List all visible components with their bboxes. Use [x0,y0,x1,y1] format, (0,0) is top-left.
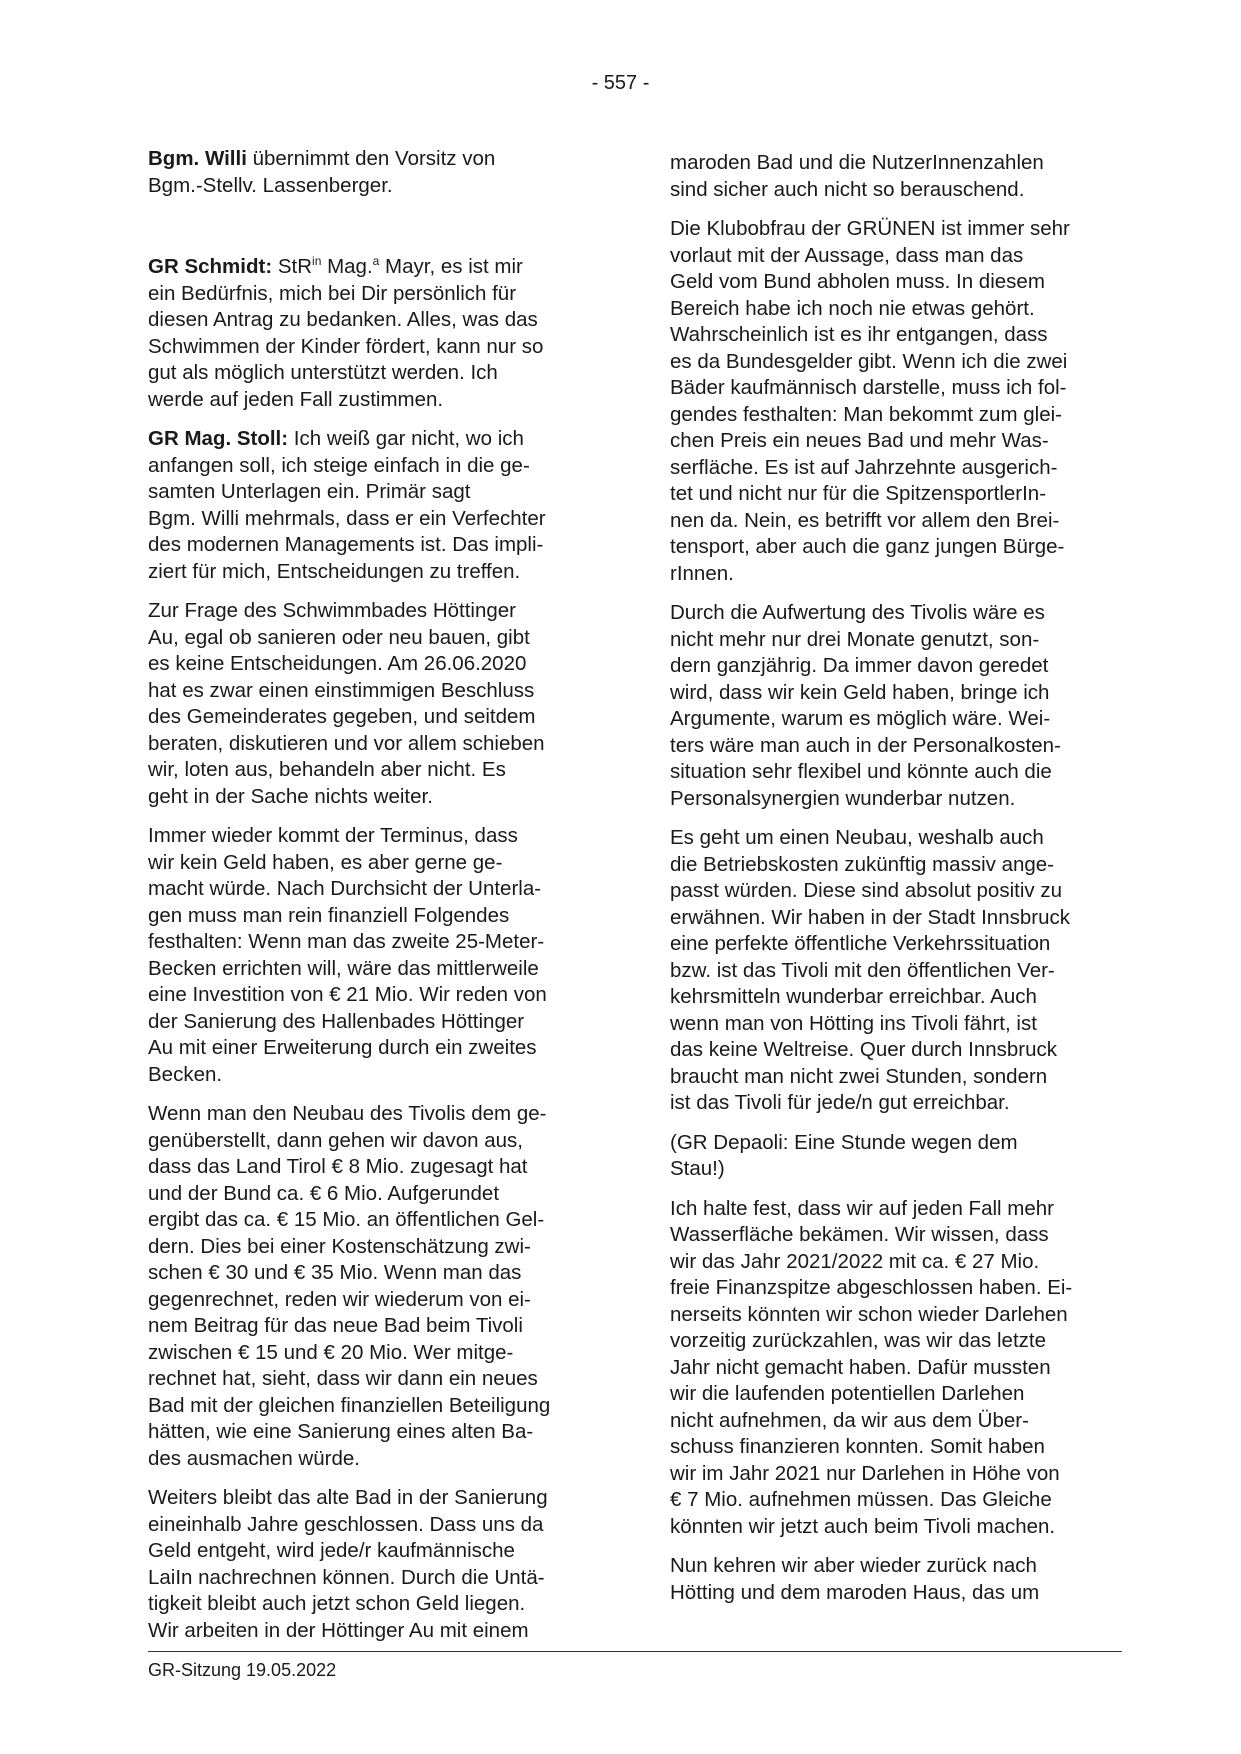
paragraph: Immer wieder kommt der Terminus, dass wir kein Geld haben, es aber gerne ge- macht würde. Nach Durchsicht der Unterla- gen muss man rein finanziell Folgendes festhalten: Wenn man das zweite 25-Meter- Becken errichten will, wäre das mittlerweile eine Investition von € 21 Mio. Wir reden von der Sanierung des Hallenbades Höttinger Au mit einer Erweiterung durch ein zweites Becken. [148,824,547,1086]
paragraph: Nun kehren wir aber wieder zurück nach Hötting und dem maroden Haus, das um [670,1554,1040,1604]
paragraph: Zur Frage des Schwimmbades Höttinger Au, egal ob sanieren oder neu bauen, gibt es keine Entscheidungen. Am 26.06.2020 hat es zwar einen einstimmigen Beschluss des Gemeinderates gegeben, und seitdem beraten, diskutieren und vor allem schieben wir, loten aus, behandeln aber nicht. Es geht in der Sache nichts weiter. [148,599,545,808]
paragraph-text: Mag. [321,255,373,278]
paragraph: Die Klubobfrau der GRÜNEN ist immer sehr vorlaut mit der Aussage, dass man das Geld vom Bund abholen muss. In diesem Bereich habe ich noch nie etwas gehört. Wahrscheinlich ist es ihr entgangen, dass es da Bundesgelder gibt. Wenn ich die zwei Bäder kaufmännisch darstelle, muss ich fol- gendes festhalten: Man bekommt zum glei- chen Preis ein neues Bad und mehr Was- serfläche. Es ist auf Jahrzehnte ausgerich- tet und nicht nur für die SpitzensportlerIn- nen da. Nein, es betrifft vor allem den Brei- tensport, aber auch die ganz jungen Bürge- rInnen. [670,217,1070,585]
paragraph-text: Ich weiß gar nicht, wo ich anfangen soll, ich steige einfach in die ge- samten Unterlagen ein. Primär sagt Bgm. Willi mehrmals, dass er ein Verfechter des modernen Managements ist. Das impli- ziert für mich, Entscheidungen zu treffen. [148,427,546,583]
right-column [670,150,1125,1619]
paragraph-text: Mayr, es ist mir ein Bedürfnis, mich bei Dir persönlich für diesen Antrag zu bedanken. Alles, was das Schwimmen der Kinder fördert, kann nur so gut als möglich unterstützt werden. Ich werde auf jeden Fall zustimmen. [148,255,544,411]
paragraph: Weiters bleibt das alte Bad in der Sanierung eineinhalb Jahre geschlossen. Dass uns da Geld entgeht, wird jede/r kaufmännische LaiIn nachrechnen können. Durch die Untä- tigkeit bleibt auch jetzt schon Geld liegen. Wir arbeiten in der Höttinger Au mit einem [148,1486,548,1642]
interjection: (GR Depaoli: Eine Stunde wegen dem Stau!) [670,1130,1018,1180]
footer-session-date: GR-Sitzung 19.05.2022 [148,1660,337,1680]
paragraph-text: StR [272,255,313,278]
page-number: - 557 - [591,72,650,94]
speaker-name: GR Mag. Stoll: [148,427,289,450]
speaker-name: GR Schmidt: [148,255,273,278]
paragraph: Es geht um einen Neubau, weshalb auch die Betriebskosten zukünftig massiv ange- passt würden. Diese sind absolut positiv zu erwähnen. Wir haben in der Stadt Innsbruck eine perfekte öffentliche Verkehrssituation bzw. ist das Tivoli mit den öffentlichen Ver- kehrsmitteln wunderbar erreichbar. Auch wenn man von Hötting ins Tivoli fährt, ist das keine Weltreise. Quer durch Innsbruck braucht man nicht zwei Stunden, sondern ist das Tivoli für jede/n gut erreichbar. [670,826,1070,1114]
paragraph-text: übernimmt den Vorsitz von Bgm.-Stellv. Lassenberger. [148,147,496,197]
footer-divider [148,1651,1122,1652]
paragraph-willi-chair [148,146,603,199]
superscript: in [312,254,322,269]
speaker-name: Bgm. Willi [148,147,247,170]
paragraph: Durch die Aufwertung des Tivolis wäre es nicht mehr nur drei Monate genutzt, son- dern ganzjährig. Da immer davon geredet wird, dass wir kein Geld haben, bringe ich Argumente, warum es möglich wäre. Wei- ters wäre man auch in der Personalkosten- situation sehr flexibel und könnte auch die Personalsynergien wunderbar nutzen. [670,601,1061,810]
paragraph-spacer [148,212,603,254]
left-column [148,146,603,1657]
superscript: a [372,254,380,269]
paragraph: Ich halte fest, dass wir auf jeden Fall mehr Wasserfläche bekämen. Wir wissen, dass wir das Jahr 2021/2022 mit ca. € 27 Mio. freie Finanzspitze abgeschlossen haben. Ei- nerseits könnten wir schon wieder Darlehen vorzeitig zurückzahlen, was wir das letzte Jahr nicht gemacht haben. Dafür mussten wir die laufenden potentiellen Darlehen nicht aufnehmen, da wir aus dem Über- schuss finanzieren konnten. Somit haben wir im Jahr 2021 nur Darlehen in Höhe von € 7 Mio. aufnehmen müssen. Das Gleiche könnten wir jetzt auch beim Tivoli machen. [670,1196,1073,1538]
paragraph-stoll [148,426,603,585]
paragraph: maroden Bad und die NutzerInnenzahlen sind sicher auch nicht so berauschend. [670,151,1044,201]
paragraph: Wenn man den Neubau des Tivolis dem ge- genüberstellt, dann gehen wir davon aus, dass das Land Tirol € 8 Mio. zugesagt hat und der Bund ca. € 6 Mio. Aufgerundet ergibt das ca. € 15 Mio. an öffentlichen Gel- dern. Dies bei einer Kostenschätzung zwi- schen € 30 und € 35 Mio. Wenn man das gegenrechnet, reden wir wiederum von ei- nem Beitrag für das neue Bad beim Tivoli zwischen € 15 und € 20 Mio. Wer mitge- rechnet hat, sieht, dass wir dann ein neues Bad mit der gleichen finanziellen Beteiligung hätten, wie eine Sanierung eines alten Ba- des ausmachen würde. [148,1102,551,1470]
paragraph-schmidt [148,254,603,413]
